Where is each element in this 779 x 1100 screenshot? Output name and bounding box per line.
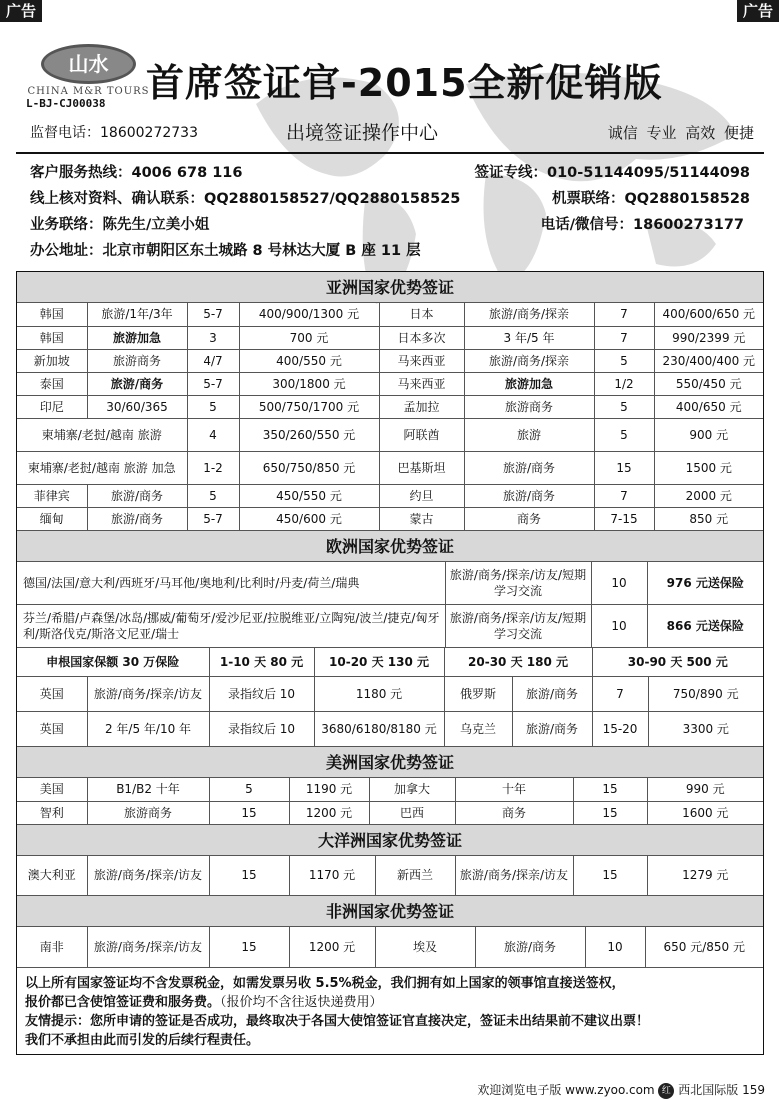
table-row (17, 418, 763, 451)
africa-table (17, 927, 763, 968)
table-cell: 1279 元 (647, 856, 763, 896)
table-cell: 商务 (464, 507, 594, 530)
table-cell: 5 (594, 395, 654, 418)
table-row (17, 778, 763, 801)
table-cell: 十年 (455, 778, 573, 801)
footer-badge: 红 (658, 1083, 674, 1099)
table-cell: 旅游/1年/3年 (87, 303, 187, 326)
table-cell: 旅游商务 (87, 801, 209, 824)
table-cell: 550/450 元 (654, 372, 763, 395)
table-cell: 4 (187, 418, 239, 451)
table-cell: 7 (594, 484, 654, 507)
table-cell: 15 (209, 801, 289, 824)
table-cell: 旅游/商务/探亲 (464, 303, 594, 326)
table-cell: 400/650 元 (654, 395, 763, 418)
table-row (17, 507, 763, 530)
table-cell: 智利 (17, 801, 87, 824)
table-cell: 5 (187, 395, 239, 418)
table-cell: 1180 元 (314, 677, 444, 712)
visa-line: 签证专线：010-51144095/51144098 (474, 165, 750, 181)
table-cell: 菲律宾 (17, 484, 87, 507)
table-cell: 旅游/商务/探亲/访友 (87, 927, 209, 967)
insurance-cell: 20-30 天 180 元 (444, 648, 592, 676)
table-cell: 旅游 (464, 418, 594, 451)
license-number: L-BJ-CJ00038 (26, 97, 106, 110)
table-cell: 450/550 元 (239, 484, 379, 507)
insurance-row (17, 648, 763, 676)
table-cell: 10 (585, 927, 645, 967)
ticket-contact: 机票联络：QQ2880158528 (551, 191, 750, 207)
table-cell: 泰国 (17, 372, 87, 395)
table-cell: 约旦 (379, 484, 464, 507)
table-row (17, 712, 763, 747)
table-cell: 866 元送保险 (647, 605, 763, 648)
table-cell: 旅游/商务 (87, 372, 187, 395)
table-cell: 400/900/1300 元 (239, 303, 379, 326)
table-cell: 旅游加急 (87, 326, 187, 349)
table-cell: 南非 (17, 927, 87, 967)
table-cell: 旅游/商务 (464, 484, 594, 507)
table-cell: 英国 (17, 677, 87, 712)
section-europe: 欧洲国家优势签证 (17, 531, 763, 562)
schengen-table (17, 562, 763, 649)
table-cell: 650/750/850 元 (239, 451, 379, 484)
table-cell: 7 (592, 677, 648, 712)
ad-label-right: 广告 (737, 0, 779, 22)
table-cell: 15 (209, 927, 289, 967)
table-cell: 印尼 (17, 395, 87, 418)
table-cell: 5 (209, 778, 289, 801)
table-cell: 日本多次 (379, 326, 464, 349)
table-row (17, 303, 763, 326)
table-cell: 5 (594, 349, 654, 372)
table-cell: 旅游/商务 (512, 712, 592, 747)
table-cell: 500/750/1700 元 (239, 395, 379, 418)
ad-frame (16, 24, 764, 1074)
table-cell: 澳大利亚 (17, 856, 87, 896)
table-cell: 旅游/商务 (464, 451, 594, 484)
note-fees (25, 993, 755, 1012)
table-cell: 3300 元 (648, 712, 763, 747)
table-cell: 英国 (17, 712, 87, 747)
table-cell: 孟加拉 (379, 395, 464, 418)
table-cell: 巴西 (369, 801, 455, 824)
table-cell: 俄罗斯 (444, 677, 512, 712)
table-row (17, 395, 763, 418)
note-fees-extra: （报价均不含往返快递费用） (220, 994, 383, 1010)
headline: 首席签证官-2015全新促销版 (146, 61, 663, 105)
table-cell: 1600 元 (647, 801, 763, 824)
table-cell: 450/600 元 (239, 507, 379, 530)
subtitle: 出境签证操作中心 (286, 122, 439, 144)
table-cell: 5 (594, 418, 654, 451)
table-row (17, 326, 763, 349)
asia-table (17, 303, 763, 531)
table-cell: 旅游/商务/探亲/访友 (87, 856, 209, 896)
table-cell: 700 元 (239, 326, 379, 349)
table-cell: 巴基斯坦 (379, 451, 464, 484)
note-fees-text: 报价都已含使馆签证费和服务费。 (25, 994, 221, 1010)
table-cell: 柬埔寨/老挝/越南 旅游 (17, 418, 187, 451)
table-cell: 加拿大 (369, 778, 455, 801)
company-logo (26, 44, 151, 110)
table-cell: 柬埔寨/老挝/越南 旅游 加急 (17, 451, 187, 484)
table-cell: 旅游商务 (87, 349, 187, 372)
table-cell: B1/B2 十年 (87, 778, 209, 801)
page-footer (477, 1081, 765, 1099)
note-tip: 友情提示：您所申请的签证是否成功，最终取决于各国大使馆签证官直接决定，签证未出结果前不建议出票！ (25, 1013, 650, 1029)
table-cell: 日本 (379, 303, 464, 326)
table-cell: 3680/6180/8180 元 (314, 712, 444, 747)
table-cell: 400/550 元 (239, 349, 379, 372)
insurance-cell: 申根国家保额 30 万保险 (17, 648, 209, 676)
note-liability: 我们不承担由此而引发的后续行程责任。 (25, 1032, 260, 1048)
table-cell: 2000 元 (654, 484, 763, 507)
america-table (17, 778, 763, 825)
table-cell: 10 (591, 562, 647, 605)
note-tax: 以上所有国家签证均不含发票税金，如需发票另收 5.5%税金，我们拥有如上国家的领事馆直接送签权， (25, 975, 625, 991)
company-values: 诚信 专业 高效 便捷 (607, 124, 754, 142)
table-cell: 韩国 (17, 303, 87, 326)
table-cell: 15 (209, 856, 289, 896)
business-contact: 业务联络：陈先生/立美小姐 (30, 217, 210, 233)
table-row (17, 372, 763, 395)
table-row (17, 605, 763, 648)
section-asia: 亚洲国家优势签证 (17, 272, 763, 303)
table-cell: 900 元 (654, 418, 763, 451)
table-cell: 1-2 (187, 451, 239, 484)
online-contact: 线上核对资料、确认联系：QQ2880158527/QQ2880158525 (30, 191, 461, 207)
table-cell: 录指纹后 10 (209, 677, 314, 712)
table-cell: 旅游/商务/探亲/访友/短期学习交流 (445, 562, 591, 605)
table-cell: 1190 元 (289, 778, 369, 801)
table-cell: 3 (187, 326, 239, 349)
table-cell: 旅游/商务/探亲/访友 (87, 677, 209, 712)
table-cell: 5-7 (187, 507, 239, 530)
table-cell: 350/260/550 元 (239, 418, 379, 451)
table-cell: 400/600/650 元 (654, 303, 763, 326)
divider (16, 152, 764, 154)
table-cell: 美国 (17, 778, 87, 801)
section-oceania: 大洋洲国家优势签证 (17, 825, 763, 856)
table-cell: 德国/法国/意大利/西班牙/马耳他/奥地利/比利时/丹麦/荷兰/瑞典 (17, 562, 445, 605)
table-cell: 30/60/365 (87, 395, 187, 418)
table-cell: 1200 元 (289, 927, 375, 967)
table-cell: 1170 元 (289, 856, 375, 896)
table-row (17, 856, 763, 896)
visa-price-tables (16, 271, 764, 1055)
table-cell: 芬兰/希腊/卢森堡/冰岛/挪威/葡萄牙/爱沙尼亚/拉脱维亚/立陶宛/波兰/捷克/匈牙利/斯洛伐克/斯洛文尼亚/瑞士 (17, 605, 445, 648)
table-cell: 850 元 (654, 507, 763, 530)
table-cell: 15 (573, 801, 647, 824)
oceania-table (17, 856, 763, 897)
table-cell: 新加坡 (17, 349, 87, 372)
table-cell: 旅游/商务/探亲/访友 (455, 856, 573, 896)
table-cell: 商务 (455, 801, 573, 824)
table-cell: 15-20 (592, 712, 648, 747)
table-row (17, 801, 763, 824)
table-cell: 7 (594, 303, 654, 326)
table-cell: 旅游/商务 (475, 927, 585, 967)
table-cell: 旅游/商务/探亲/访友/短期学习交流 (445, 605, 591, 648)
table-row (17, 677, 763, 712)
table-cell: 10 (591, 605, 647, 648)
section-america: 美洲国家优势签证 (17, 747, 763, 778)
hotline: 客户服务热线：4006 678 116 (30, 165, 243, 181)
table-row (17, 484, 763, 507)
table-cell: 旅游/商务 (87, 484, 187, 507)
table-row (17, 349, 763, 372)
table-cell: 旅游/商务/探亲 (464, 349, 594, 372)
table-cell: 旅游加急 (464, 372, 594, 395)
table-cell: 5 (187, 484, 239, 507)
table-row (17, 927, 763, 967)
table-row (17, 562, 763, 605)
table-cell: 3 年/5 年 (464, 326, 594, 349)
table-cell: 15 (594, 451, 654, 484)
table-row (17, 451, 763, 484)
table-cell: 2 年/5 年/10 年 (87, 712, 209, 747)
table-cell: 15 (573, 778, 647, 801)
logo-mark: 山水 (41, 44, 136, 84)
notes (17, 968, 763, 1054)
uk-russia-table (17, 677, 763, 748)
table-cell: 韩国 (17, 326, 87, 349)
table-cell: 旅游/商务 (87, 507, 187, 530)
table-cell: 15 (573, 856, 647, 896)
insurance-cell: 30-90 天 500 元 (592, 648, 763, 676)
table-cell: 300/1800 元 (239, 372, 379, 395)
office-address: 办公地址：北京市朝阳区东土城路 8 号林达大厦 B 座 11 层 (30, 243, 421, 259)
insurance-table (17, 648, 763, 677)
ad-label-left: 广告 (0, 0, 42, 22)
supervise-phone: 监督电话：18600272733 (30, 125, 198, 141)
table-cell: 7-15 (594, 507, 654, 530)
table-cell: 蒙古 (379, 507, 464, 530)
table-cell: 阿联酋 (379, 418, 464, 451)
footer-page: 西北国际版 159 (678, 1083, 765, 1097)
table-cell: 5-7 (187, 303, 239, 326)
table-cell: 录指纹后 10 (209, 712, 314, 747)
section-africa: 非洲国家优势签证 (17, 896, 763, 927)
table-cell: 1500 元 (654, 451, 763, 484)
table-cell: 旅游商务 (464, 395, 594, 418)
table-cell: 1200 元 (289, 801, 369, 824)
table-cell: 5-7 (187, 372, 239, 395)
table-cell: 7 (594, 326, 654, 349)
table-cell: 230/400/400 元 (654, 349, 763, 372)
wechat-phone: 电话/微信号：18600273177 (540, 217, 744, 233)
table-cell: 马来西亚 (379, 372, 464, 395)
insurance-cell: 1-10 天 80 元 (209, 648, 314, 676)
table-cell: 4/7 (187, 349, 239, 372)
table-cell: 650 元/850 元 (645, 927, 763, 967)
table-cell: 990/2399 元 (654, 326, 763, 349)
table-cell: 乌克兰 (444, 712, 512, 747)
table-cell: 新西兰 (375, 856, 455, 896)
table-cell: 1/2 (594, 372, 654, 395)
table-cell: 旅游/商务 (512, 677, 592, 712)
insurance-cell: 10-20 天 130 元 (314, 648, 444, 676)
table-cell: 976 元送保险 (647, 562, 763, 605)
table-cell: 埃及 (375, 927, 475, 967)
table-cell: 750/890 元 (648, 677, 763, 712)
table-cell: 缅甸 (17, 507, 87, 530)
table-cell: 马来西亚 (379, 349, 464, 372)
table-cell: 990 元 (647, 778, 763, 801)
footer-site: 欢迎浏览电子版 www.zyoo.com (477, 1083, 655, 1097)
logo-text: CHINA M&R TOURS (27, 86, 150, 97)
